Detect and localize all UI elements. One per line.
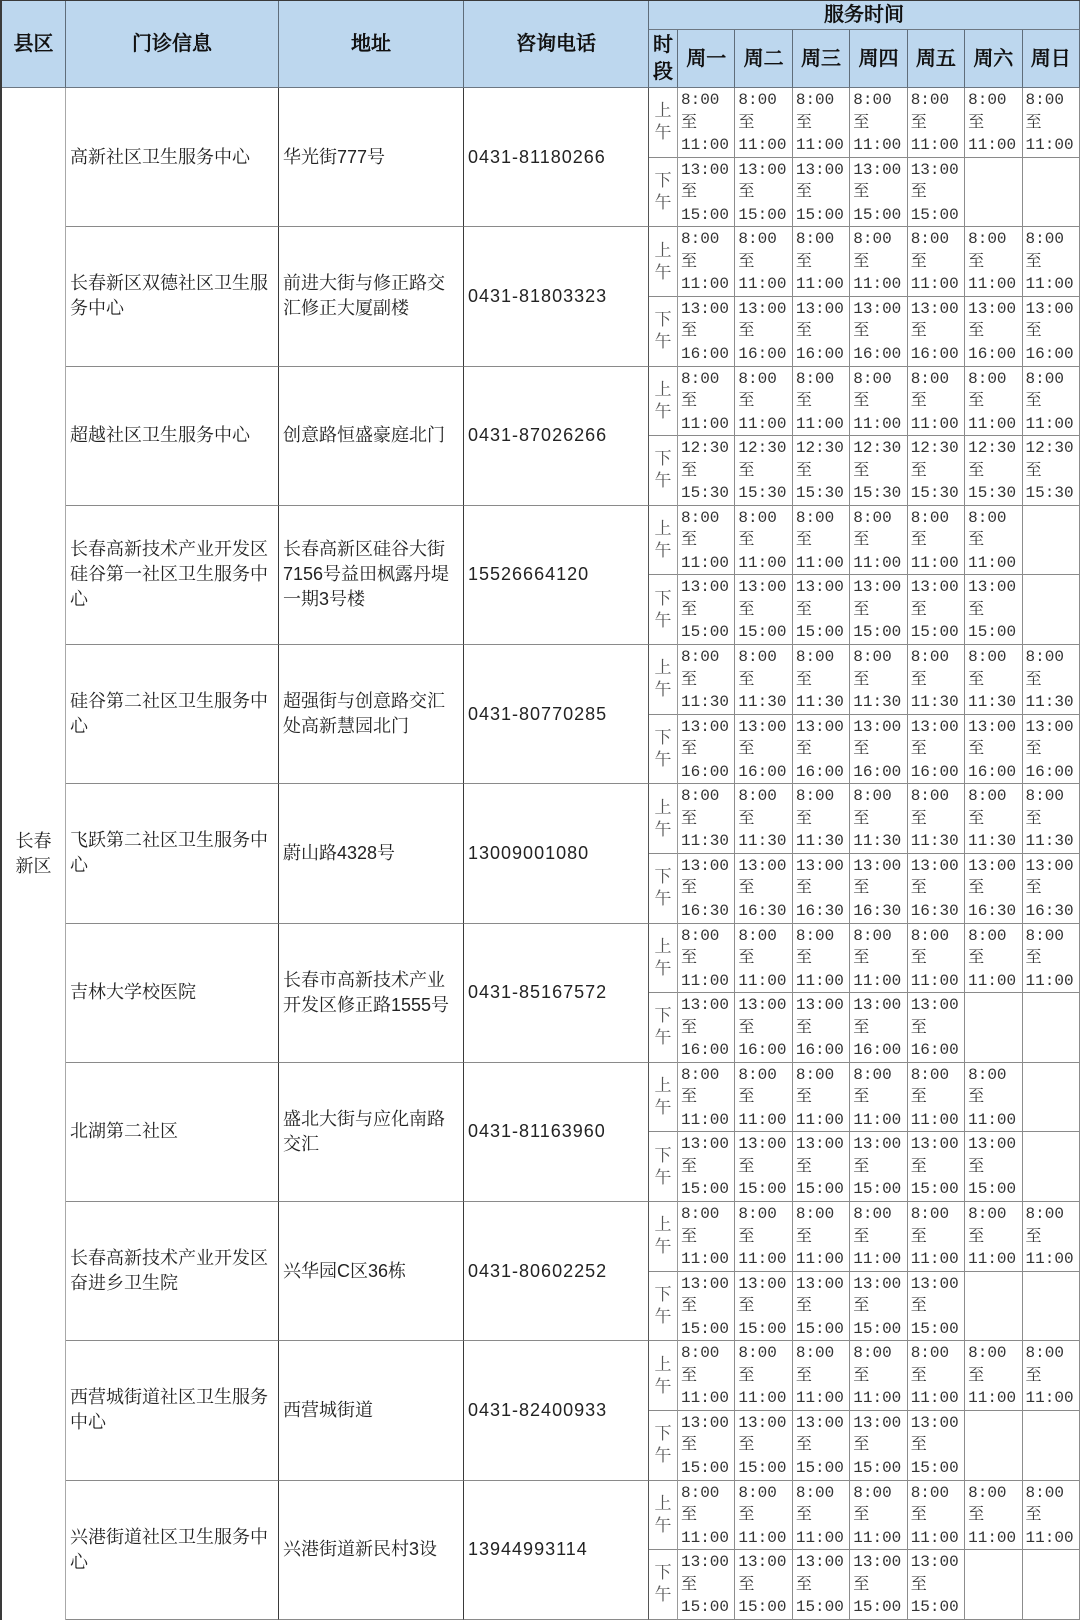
clinic-name: 长春新区双德社区卫生服务中心 xyxy=(66,227,279,366)
hours-am-fri: 8:00至11:00 xyxy=(908,506,965,576)
period-label-am: 上午 xyxy=(649,227,678,297)
header-period: 时段 xyxy=(649,30,678,88)
clinic-name: 西营城街道社区卫生服务中心 xyxy=(66,1341,279,1480)
header-day-sun: 周日 xyxy=(1023,30,1080,88)
hours-am-mon: 8:00至11:00 xyxy=(678,1063,735,1133)
hours-am-mon: 8:00至11:30 xyxy=(678,645,735,715)
period-label-am: 上午 xyxy=(649,924,678,994)
hours-am-fri: 8:00至11:00 xyxy=(908,227,965,297)
hours-am-sat: 8:00至11:00 xyxy=(965,1341,1022,1411)
hours-am-fri: 8:00至11:30 xyxy=(908,645,965,715)
hours-am-fri: 8:00至11:00 xyxy=(908,1063,965,1133)
period-label-pm: 下午 xyxy=(649,297,678,367)
hours-am-tue: 8:00至11:00 xyxy=(735,1341,792,1411)
clinic-name: 长春高新技术产业开发区奋进乡卫生院 xyxy=(66,1202,279,1341)
hours-pm-fri: 13:00至15:00 xyxy=(908,1272,965,1342)
hours-am-tue: 8:00至11:00 xyxy=(735,1202,792,1272)
clinic-phone: 0431-81803323 xyxy=(464,227,649,366)
hours-pm-sat xyxy=(965,1550,1022,1620)
hours-am-sat: 8:00至11:00 xyxy=(965,1202,1022,1272)
hours-pm-wed: 13:00至15:00 xyxy=(793,158,850,228)
period-label-pm: 下午 xyxy=(649,1272,678,1342)
header-clinic: 门诊信息 xyxy=(66,1,279,88)
hours-pm-wed: 13:00至15:00 xyxy=(793,1272,850,1342)
hours-am-sun: 8:00至11:30 xyxy=(1023,784,1080,854)
hours-am-sat: 8:00至11:00 xyxy=(965,367,1022,437)
hours-pm-thu: 12:30至15:30 xyxy=(850,436,907,506)
hours-am-tue: 8:00至11:00 xyxy=(735,506,792,576)
hours-am-tue: 8:00至11:00 xyxy=(735,924,792,994)
clinic-address: 蔚山路4328号 xyxy=(279,784,464,923)
hours-am-sat: 8:00至11:30 xyxy=(965,784,1022,854)
hours-pm-thu: 13:00至16:00 xyxy=(850,715,907,785)
hours-am-sat: 8:00至11:30 xyxy=(965,645,1022,715)
header-address: 地址 xyxy=(279,1,464,88)
hours-pm-sun xyxy=(1023,993,1080,1063)
clinic-name: 北湖第二社区 xyxy=(66,1063,279,1202)
hours-pm-fri: 13:00至16:30 xyxy=(908,854,965,924)
clinic-phone: 0431-80602252 xyxy=(464,1202,649,1341)
hours-am-thu: 8:00至11:00 xyxy=(850,367,907,437)
hours-am-sat: 8:00至11:00 xyxy=(965,924,1022,994)
clinic-name: 硅谷第二社区卫生服务中心 xyxy=(66,645,279,784)
hours-am-mon: 8:00至11:00 xyxy=(678,88,735,158)
hours-pm-fri: 13:00至15:00 xyxy=(908,1411,965,1481)
hours-pm-mon: 13:00至15:00 xyxy=(678,575,735,645)
hours-pm-mon: 13:00至15:00 xyxy=(678,158,735,228)
hours-am-sun: 8:00至11:00 xyxy=(1023,1202,1080,1272)
clinic-address: 长春市高新技术产业开发区修正路1555号 xyxy=(279,924,464,1063)
hours-pm-sun: 12:30至15:30 xyxy=(1023,436,1080,506)
hours-pm-sun: 13:00至16:00 xyxy=(1023,715,1080,785)
hours-am-sun: 8:00至11:00 xyxy=(1023,1341,1080,1411)
hours-pm-mon: 13:00至16:00 xyxy=(678,993,735,1063)
hours-am-wed: 8:00至11:00 xyxy=(793,1063,850,1133)
header-phone: 咨询电话 xyxy=(464,1,649,88)
header-day-fri: 周五 xyxy=(908,30,965,88)
header-day-mon: 周一 xyxy=(678,30,735,88)
hours-am-thu: 8:00至11:00 xyxy=(850,1341,907,1411)
period-label-am: 上午 xyxy=(649,1341,678,1411)
period-label-pm: 下午 xyxy=(649,854,678,924)
hours-am-fri: 8:00至11:00 xyxy=(908,924,965,994)
hours-am-wed: 8:00至11:30 xyxy=(793,784,850,854)
hours-am-mon: 8:00至11:00 xyxy=(678,1341,735,1411)
hours-pm-mon: 13:00至16:00 xyxy=(678,297,735,367)
hours-pm-sun xyxy=(1023,575,1080,645)
period-label-pm: 下午 xyxy=(649,575,678,645)
hours-pm-fri: 13:00至16:00 xyxy=(908,297,965,367)
hours-pm-fri: 13:00至15:00 xyxy=(908,158,965,228)
clinic-phone: 0431-81163960 xyxy=(464,1063,649,1202)
clinic-name: 兴港街道社区卫生服务中心 xyxy=(66,1481,279,1620)
hours-pm-tue: 13:00至15:00 xyxy=(735,1550,792,1620)
hours-pm-thu: 13:00至15:00 xyxy=(850,1132,907,1202)
hours-pm-sat: 13:00至15:00 xyxy=(965,575,1022,645)
clinic-phone: 0431-87026266 xyxy=(464,367,649,506)
hours-pm-mon: 13:00至15:00 xyxy=(678,1411,735,1481)
hours-am-wed: 8:00至11:00 xyxy=(793,1202,850,1272)
clinic-address: 长春高新区硅谷大街7156号益田枫露丹堤一期3号楼 xyxy=(279,506,464,645)
clinic-address: 西营城街道 xyxy=(279,1341,464,1480)
clinic-name: 高新社区卫生服务中心 xyxy=(66,88,279,227)
hours-pm-wed: 13:00至16:30 xyxy=(793,854,850,924)
hours-am-sun: 8:00至11:00 xyxy=(1023,227,1080,297)
hours-am-tue: 8:00至11:00 xyxy=(735,1063,792,1133)
hours-am-wed: 8:00至11:30 xyxy=(793,645,850,715)
hours-am-mon: 8:00至11:30 xyxy=(678,784,735,854)
hours-pm-fri: 13:00至16:00 xyxy=(908,993,965,1063)
clinic-phone: 0431-82400933 xyxy=(464,1341,649,1480)
clinic-name: 长春高新技术产业开发区硅谷第一社区卫生服务中心 xyxy=(66,506,279,645)
hours-am-wed: 8:00至11:00 xyxy=(793,1481,850,1551)
header-district: 县区 xyxy=(2,1,66,88)
clinic-address: 前进大街与修正路交汇修正大厦副楼 xyxy=(279,227,464,366)
hours-am-sun: 8:00至11:00 xyxy=(1023,924,1080,994)
hours-pm-wed: 12:30至15:30 xyxy=(793,436,850,506)
hours-pm-wed: 13:00至16:00 xyxy=(793,993,850,1063)
period-label-am: 上午 xyxy=(649,1063,678,1133)
hours-pm-wed: 13:00至16:00 xyxy=(793,297,850,367)
clinic-phone: 0431-85167572 xyxy=(464,924,649,1063)
hours-pm-fri: 13:00至16:00 xyxy=(908,715,965,785)
hours-pm-wed: 13:00至15:00 xyxy=(793,1550,850,1620)
hours-pm-wed: 13:00至15:00 xyxy=(793,575,850,645)
hours-am-thu: 8:00至11:00 xyxy=(850,506,907,576)
hours-am-tue: 8:00至11:00 xyxy=(735,227,792,297)
hours-pm-fri: 13:00至15:00 xyxy=(908,1550,965,1620)
hours-pm-tue: 13:00至15:00 xyxy=(735,158,792,228)
hours-pm-mon: 12:30至15:30 xyxy=(678,436,735,506)
clinic-name: 吉林大学校医院 xyxy=(66,924,279,1063)
period-label-pm: 下午 xyxy=(649,1411,678,1481)
hours-am-tue: 8:00至11:30 xyxy=(735,784,792,854)
hours-am-wed: 8:00至11:00 xyxy=(793,227,850,297)
hours-pm-thu: 13:00至16:00 xyxy=(850,297,907,367)
hours-pm-sun xyxy=(1023,1132,1080,1202)
hours-pm-wed: 13:00至15:00 xyxy=(793,1132,850,1202)
hours-pm-sat xyxy=(965,1411,1022,1481)
period-label-am: 上午 xyxy=(649,506,678,576)
hours-am-tue: 8:00至11:00 xyxy=(735,1481,792,1551)
hours-pm-tue: 13:00至15:00 xyxy=(735,575,792,645)
hours-am-wed: 8:00至11:00 xyxy=(793,367,850,437)
hours-am-wed: 8:00至11:00 xyxy=(793,88,850,158)
period-label-am: 上午 xyxy=(649,88,678,158)
hours-pm-tue: 13:00至16:30 xyxy=(735,854,792,924)
hours-am-fri: 8:00至11:00 xyxy=(908,367,965,437)
hours-am-fri: 8:00至11:00 xyxy=(908,1341,965,1411)
hours-am-thu: 8:00至11:30 xyxy=(850,784,907,854)
period-label-am: 上午 xyxy=(649,645,678,715)
hours-pm-thu: 13:00至15:00 xyxy=(850,575,907,645)
hours-pm-sat: 13:00至15:00 xyxy=(965,1132,1022,1202)
hours-am-sat: 8:00至11:00 xyxy=(965,506,1022,576)
hours-pm-sun xyxy=(1023,158,1080,228)
header-day-thu: 周四 xyxy=(850,30,907,88)
hours-pm-tue: 12:30至15:30 xyxy=(735,436,792,506)
hours-pm-thu: 13:00至15:00 xyxy=(850,158,907,228)
hours-am-thu: 8:00至11:30 xyxy=(850,645,907,715)
hours-am-fri: 8:00至11:00 xyxy=(908,1202,965,1272)
hours-am-fri: 8:00至11:00 xyxy=(908,88,965,158)
hours-am-wed: 8:00至11:00 xyxy=(793,1341,850,1411)
hours-pm-mon: 13:00至15:00 xyxy=(678,1272,735,1342)
period-label-pm: 下午 xyxy=(649,1550,678,1620)
hours-am-mon: 8:00至11:00 xyxy=(678,924,735,994)
hours-am-thu: 8:00至11:00 xyxy=(850,1063,907,1133)
period-label-pm: 下午 xyxy=(649,715,678,785)
hours-am-sat: 8:00至11:00 xyxy=(965,1481,1022,1551)
clinic-name: 飞跃第二社区卫生服务中心 xyxy=(66,784,279,923)
hours-pm-thu: 13:00至15:00 xyxy=(850,1411,907,1481)
hours-am-mon: 8:00至11:00 xyxy=(678,367,735,437)
hours-pm-sat: 12:30至15:30 xyxy=(965,436,1022,506)
clinic-phone: 15526664120 xyxy=(464,506,649,645)
hours-pm-sat: 13:00至16:00 xyxy=(965,715,1022,785)
hours-am-tue: 8:00至11:00 xyxy=(735,367,792,437)
hours-pm-mon: 13:00至15:00 xyxy=(678,1132,735,1202)
period-label-pm: 下午 xyxy=(649,1132,678,1202)
hours-pm-sat xyxy=(965,158,1022,228)
hours-pm-tue: 13:00至16:00 xyxy=(735,715,792,785)
hours-pm-tue: 13:00至16:00 xyxy=(735,297,792,367)
hours-am-mon: 8:00至11:00 xyxy=(678,1202,735,1272)
clinic-address: 兴港街道新民村3设 xyxy=(279,1481,464,1620)
hours-am-sun: 8:00至11:30 xyxy=(1023,645,1080,715)
hours-am-thu: 8:00至11:00 xyxy=(850,227,907,297)
hours-am-sun xyxy=(1023,506,1080,576)
hours-pm-thu: 13:00至16:30 xyxy=(850,854,907,924)
hours-am-sun: 8:00至11:00 xyxy=(1023,367,1080,437)
hours-pm-sun: 13:00至16:30 xyxy=(1023,854,1080,924)
hours-am-mon: 8:00至11:00 xyxy=(678,1481,735,1551)
hours-pm-tue: 13:00至15:00 xyxy=(735,1132,792,1202)
hours-am-sat: 8:00至11:00 xyxy=(965,1063,1022,1133)
clinic-address: 盛北大街与应化南路交汇 xyxy=(279,1063,464,1202)
clinic-address: 兴华园C区36栋 xyxy=(279,1202,464,1341)
clinic-phone: 0431-81180266 xyxy=(464,88,649,227)
period-label-am: 上午 xyxy=(649,367,678,437)
period-label-pm: 下午 xyxy=(649,158,678,228)
header-day-sat: 周六 xyxy=(965,30,1022,88)
hours-pm-thu: 13:00至15:00 xyxy=(850,1272,907,1342)
hours-am-thu: 8:00至11:00 xyxy=(850,1481,907,1551)
hours-pm-sat: 13:00至16:30 xyxy=(965,854,1022,924)
period-label-pm: 下午 xyxy=(649,993,678,1063)
hours-pm-sun xyxy=(1023,1550,1080,1620)
hours-am-tue: 8:00至11:30 xyxy=(735,645,792,715)
hours-pm-sun: 13:00至16:00 xyxy=(1023,297,1080,367)
hours-pm-mon: 13:00至15:00 xyxy=(678,1550,735,1620)
hours-am-wed: 8:00至11:00 xyxy=(793,506,850,576)
hours-am-sat: 8:00至11:00 xyxy=(965,88,1022,158)
hours-pm-sat xyxy=(965,1272,1022,1342)
hours-pm-wed: 13:00至16:00 xyxy=(793,715,850,785)
hours-am-sun: 8:00至11:00 xyxy=(1023,1481,1080,1551)
hours-am-mon: 8:00至11:00 xyxy=(678,227,735,297)
hours-am-thu: 8:00至11:00 xyxy=(850,1202,907,1272)
hours-pm-tue: 13:00至15:00 xyxy=(735,1272,792,1342)
hours-am-thu: 8:00至11:00 xyxy=(850,88,907,158)
hours-am-fri: 8:00至11:00 xyxy=(908,1481,965,1551)
hours-pm-fri: 12:30至15:30 xyxy=(908,436,965,506)
hours-am-sun xyxy=(1023,1063,1080,1133)
clinic-phone: 13009001080 xyxy=(464,784,649,923)
hours-pm-tue: 13:00至15:00 xyxy=(735,1411,792,1481)
header-day-tue: 周二 xyxy=(735,30,792,88)
hours-pm-thu: 13:00至15:00 xyxy=(850,1550,907,1620)
header-day-wed: 周三 xyxy=(793,30,850,88)
hours-pm-mon: 13:00至16:00 xyxy=(678,715,735,785)
hours-pm-sat: 13:00至16:00 xyxy=(965,297,1022,367)
hours-pm-thu: 13:00至16:00 xyxy=(850,993,907,1063)
period-label-am: 上午 xyxy=(649,1481,678,1551)
hours-pm-fri: 13:00至15:00 xyxy=(908,575,965,645)
hours-pm-sun xyxy=(1023,1272,1080,1342)
hours-pm-wed: 13:00至15:00 xyxy=(793,1411,850,1481)
clinic-phone: 0431-80770285 xyxy=(464,645,649,784)
period-label-am: 上午 xyxy=(649,784,678,854)
hours-am-thu: 8:00至11:00 xyxy=(850,924,907,994)
hours-pm-mon: 13:00至16:30 xyxy=(678,854,735,924)
clinic-phone: 13944993114 xyxy=(464,1481,649,1620)
hours-pm-sun xyxy=(1023,1411,1080,1481)
hours-am-mon: 8:00至11:00 xyxy=(678,506,735,576)
clinic-address: 华光街777号 xyxy=(279,88,464,227)
clinic-name: 超越社区卫生服务中心 xyxy=(66,367,279,506)
hours-am-fri: 8:00至11:30 xyxy=(908,784,965,854)
hours-pm-sat xyxy=(965,993,1022,1063)
hours-am-sat: 8:00至11:00 xyxy=(965,227,1022,297)
hours-am-sun: 8:00至11:00 xyxy=(1023,88,1080,158)
clinic-address: 超强街与创意路交汇处高新慧园北门 xyxy=(279,645,464,784)
hours-pm-tue: 13:00至16:00 xyxy=(735,993,792,1063)
period-label-pm: 下午 xyxy=(649,436,678,506)
hours-pm-fri: 13:00至15:00 xyxy=(908,1132,965,1202)
hours-am-tue: 8:00至11:00 xyxy=(735,88,792,158)
period-label-am: 上午 xyxy=(649,1202,678,1272)
clinic-address: 创意路恒盛豪庭北门 xyxy=(279,367,464,506)
district-cell: 长春新区 xyxy=(2,88,66,1620)
header-service-time: 服务时间 xyxy=(649,1,1080,30)
hours-am-wed: 8:00至11:00 xyxy=(793,924,850,994)
